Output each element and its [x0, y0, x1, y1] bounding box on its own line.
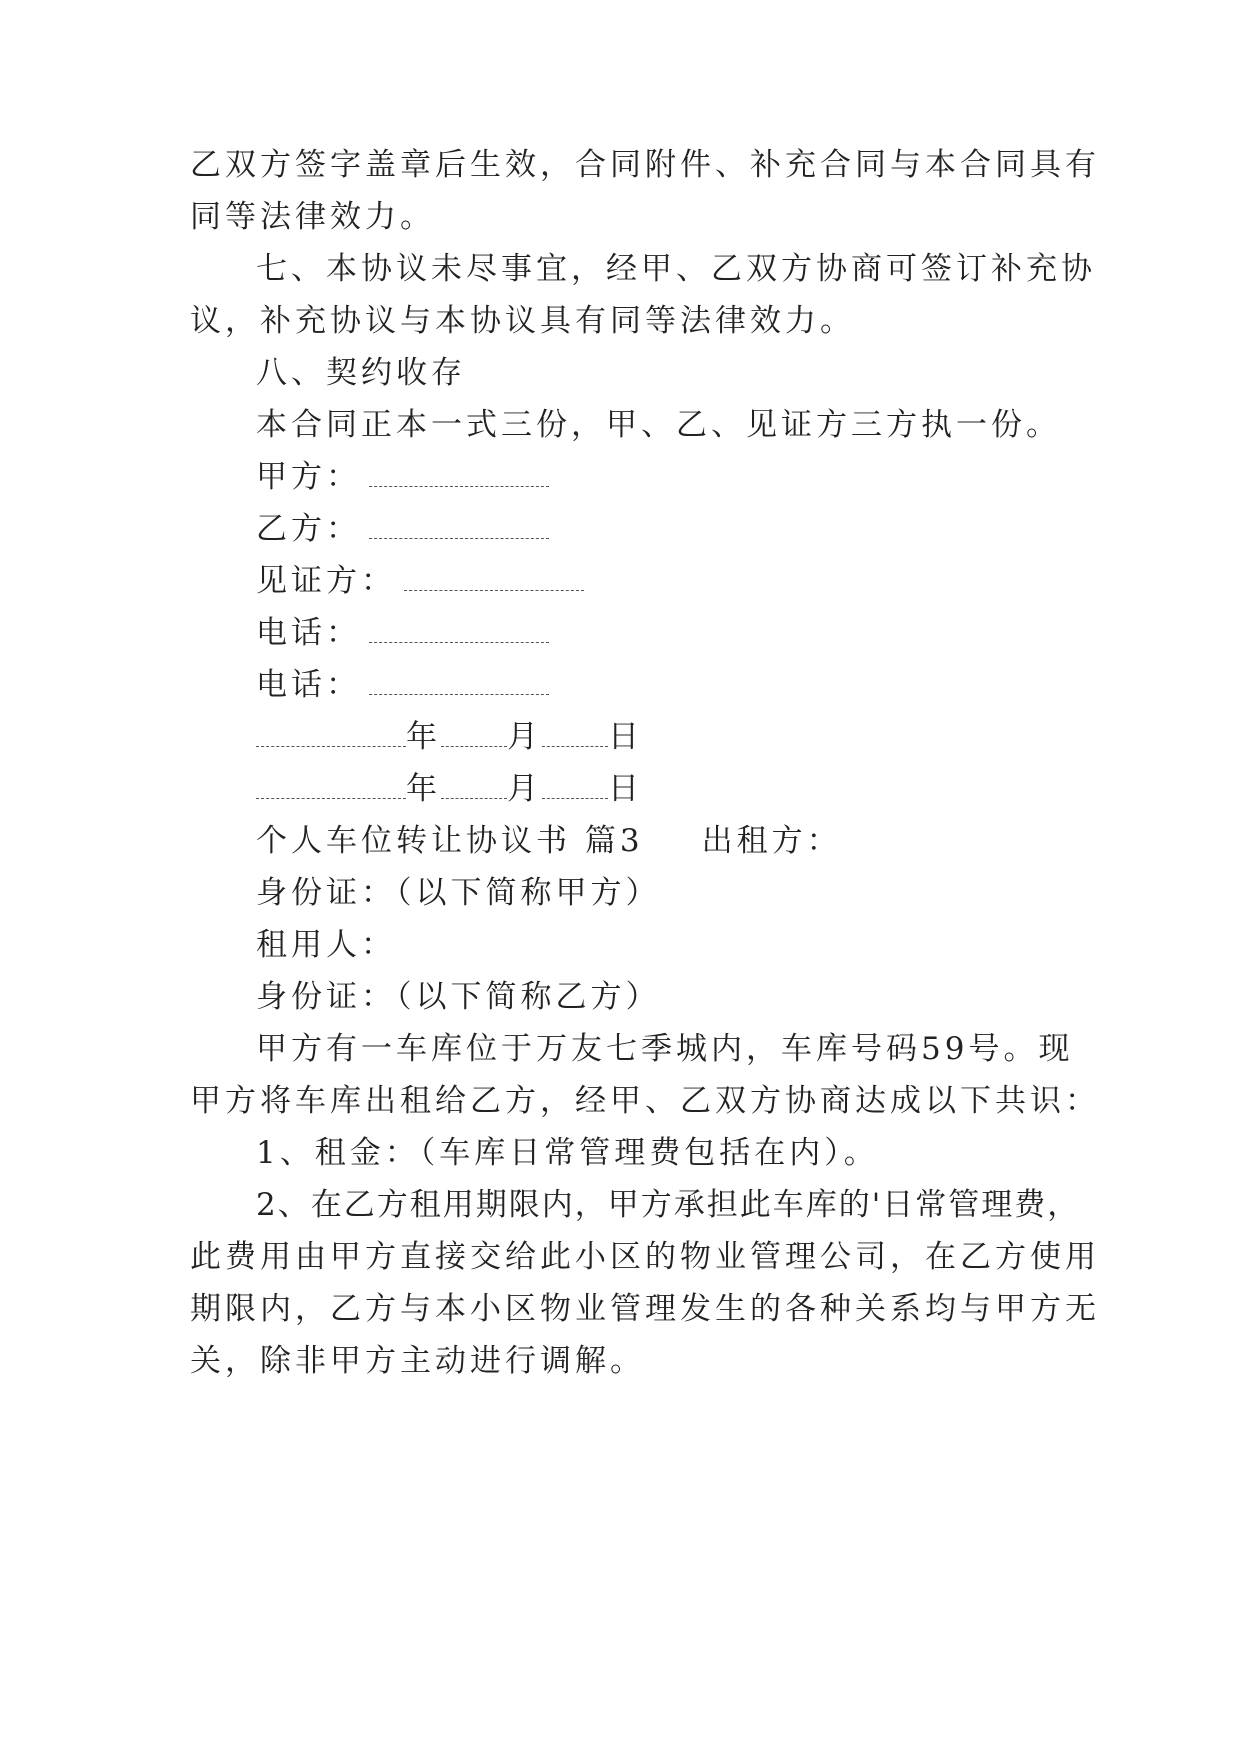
signature-label: 电话：: [256, 667, 361, 703]
signature-party-b: [256, 509, 1126, 549]
paragraph-line: 此费用由甲方直接交给此小区的物业管理公司，在乙方使用: [190, 1239, 1100, 1275]
signature-phone: [256, 613, 1126, 653]
paragraph-line: 议，补充协议与本协议具有同等法律效力。: [190, 303, 855, 339]
article-title: 个人车位转让协议书 篇3: [256, 823, 644, 859]
fill-in-blank: [441, 718, 507, 747]
paragraph-line: 本合同正本一式三份，甲、乙、见证方三方执一份。: [256, 407, 1061, 443]
signature-label: 乙方：: [256, 511, 361, 547]
signature-witness: [256, 561, 1126, 601]
paragraph-line: 身份证：（以下简称乙方）: [256, 979, 661, 1015]
date-year-label: 年: [406, 771, 441, 807]
fill-in-blank: [369, 666, 549, 695]
signature-party-a: [256, 457, 1126, 497]
paragraph-line: 期限内，乙方与本小区物业管理发生的各种关系均与甲方无: [190, 1291, 1100, 1327]
paragraph-line: 甲方有一车库位于万友七季城内，车库号码59号。现: [256, 1031, 1074, 1067]
paragraph-line: 关，除非甲方主动进行调解。: [190, 1343, 645, 1379]
signature-label: 甲方：: [256, 459, 361, 495]
date-line: [256, 769, 1126, 809]
article-title-line: [256, 821, 1126, 861]
fill-in-blank: [369, 614, 549, 643]
paragraph-line: 乙双方签字盖章后生效，合同附件、补充合同与本合同具有: [190, 147, 1100, 183]
list-item: 1、租金：（车库日常管理费包括在内）。: [256, 1135, 879, 1171]
fill-in-blank: [542, 718, 608, 747]
date-year-label: 年: [406, 719, 441, 755]
fill-in-blank: [441, 770, 507, 799]
fill-in-blank: [369, 458, 549, 487]
date-month-label: 月: [507, 771, 542, 807]
paragraph-line: 租用人：: [256, 927, 396, 963]
paragraph-line: 七、本协议未尽事宜，经甲、乙双方协商可签订补充协: [256, 251, 1096, 287]
signature-label: 见证方：: [256, 563, 396, 599]
paragraph-line: 甲方将车库出租给乙方，经甲、乙双方协商达成以下共识：: [190, 1083, 1100, 1119]
section-heading: 八、契约收存: [256, 355, 466, 391]
lessor-label: 出租方：: [701, 823, 842, 859]
signature-label: 电话：: [256, 615, 361, 651]
signature-phone: [256, 665, 1126, 705]
list-item: 2、在乙方租用期限内，甲方承担此车库的'日常管理费，: [256, 1187, 1081, 1223]
date-day-label: 日: [608, 719, 643, 755]
fill-in-blank: [369, 510, 549, 539]
date-day-label: 日: [608, 771, 643, 807]
fill-in-blank: [256, 770, 406, 799]
fill-in-blank: [404, 562, 584, 591]
fill-in-blank: [256, 718, 406, 747]
paragraph-line: 同等法律效力。: [190, 199, 435, 235]
paragraph-line: 身份证：（以下简称甲方）: [256, 875, 661, 911]
date-month-label: 月: [507, 719, 542, 755]
fill-in-blank: [542, 770, 608, 799]
date-line: [256, 717, 1126, 757]
